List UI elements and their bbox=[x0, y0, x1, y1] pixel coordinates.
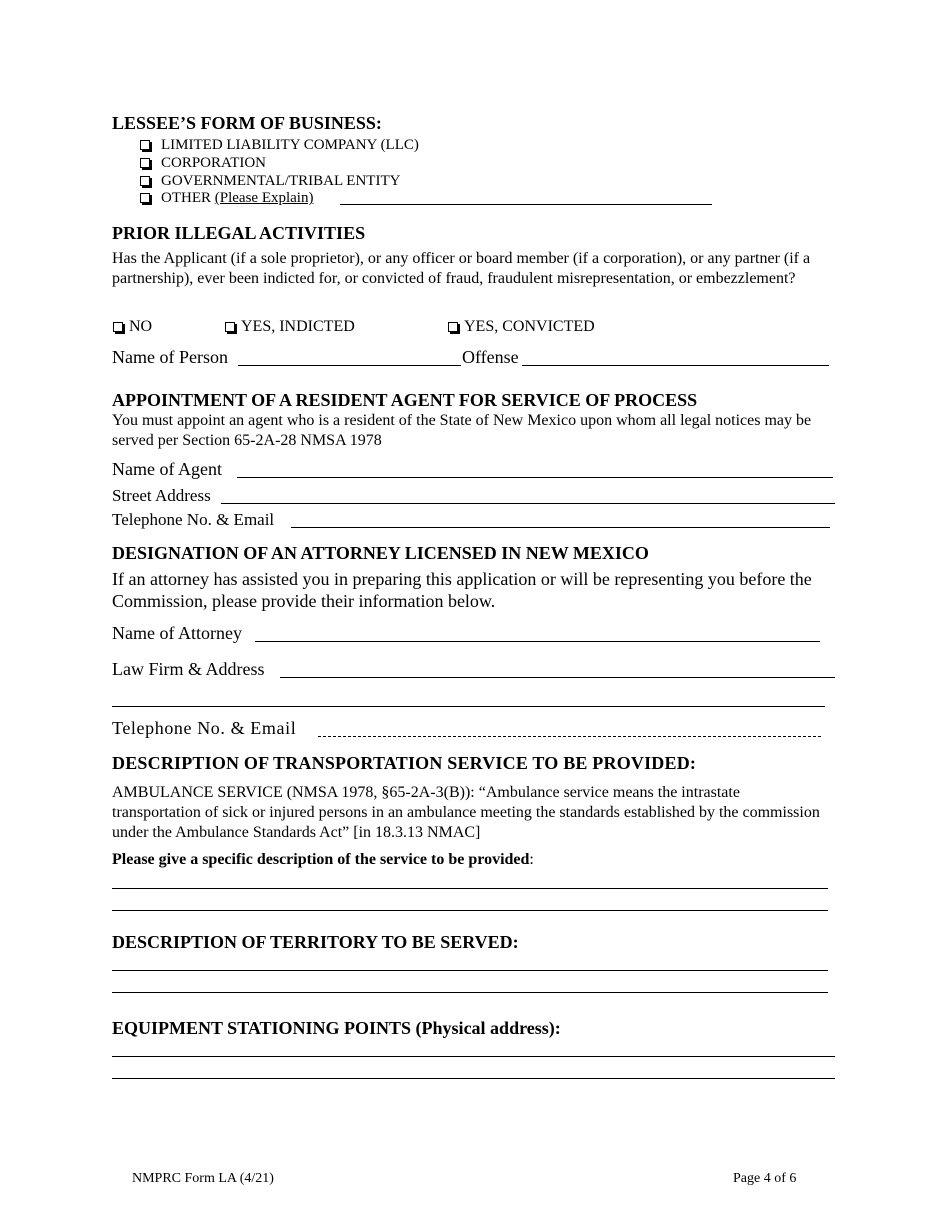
checkbox-icon[interactable] bbox=[140, 158, 150, 168]
equipment-line-2[interactable] bbox=[112, 1078, 835, 1079]
checkbox-icon[interactable] bbox=[140, 140, 150, 150]
attorney-name-field[interactable] bbox=[255, 641, 820, 642]
territory-line-2[interactable] bbox=[112, 992, 828, 993]
attorney-firm-field[interactable] bbox=[280, 677, 835, 678]
equipment-line-1[interactable] bbox=[112, 1056, 835, 1057]
footer-form-id: NMPRC Form LA (4/21) bbox=[132, 1171, 274, 1186]
agent-name-label: Name of Agent bbox=[112, 459, 222, 479]
prior-option-convicted[interactable]: YES, CONVICTED bbox=[448, 318, 595, 336]
attorney-phone-field[interactable] bbox=[318, 736, 821, 737]
attorney-name-label: Name of Attorney bbox=[112, 623, 242, 643]
checkbox-icon[interactable] bbox=[113, 322, 123, 332]
person-name-label: Name of Person bbox=[112, 347, 228, 367]
agent-heading: APPOINTMENT OF A RESIDENT AGENT FOR SERVICE OF PROCESS bbox=[112, 390, 698, 410]
service-description-line-2[interactable] bbox=[112, 910, 828, 911]
equipment-heading: EQUIPMENT STATIONING POINTS (Physical address): bbox=[112, 1018, 561, 1038]
transport-prompt: Please give a specific description of the service to be provided: bbox=[112, 851, 534, 868]
agent-text: You must appoint an agent who is a resident of the State of New Mexico upon whom all legal notices may be served per Section 65-2A-28 NMSA 1978 bbox=[112, 412, 812, 449]
checkbox-icon[interactable] bbox=[448, 322, 458, 332]
checkbox-icon[interactable] bbox=[140, 193, 150, 203]
prior-question: Has the Applicant (if a sole proprietor), or any officer or board member (if a corporation), or any partner (if a partnership), ever been indicted for, or convicted of fraud, fraudulent misrepresentation, or embezzlement? bbox=[112, 250, 811, 287]
checkbox-icon[interactable] bbox=[225, 322, 235, 332]
business-heading: LESSEE’S FORM OF BUSINESS: bbox=[112, 113, 382, 133]
transport-heading: DESCRIPTION OF TRANSPORTATION SERVICE TO BE PROVIDED: bbox=[112, 753, 697, 773]
attorney-phone-label: Telephone No. & Email bbox=[112, 718, 297, 738]
attorney-firm-field-line2[interactable] bbox=[112, 706, 825, 707]
checkbox-icon[interactable] bbox=[140, 176, 150, 186]
prior-heading: PRIOR ILLEGAL ACTIVITIES bbox=[112, 223, 366, 243]
transport-text: AMBULANCE SERVICE (NMSA 1978, §65-2A-3(B)): “Ambulance service means the intrastate transportation of sick or injured persons in an ambulance meeting the standards established by the commission under the Ambulance Standards Act” [in 18.3.13 NMAC] bbox=[112, 784, 820, 841]
territory-line-1[interactable] bbox=[112, 970, 828, 971]
other-explain-line[interactable] bbox=[340, 204, 712, 205]
other-explain-label: (Please Explain) bbox=[214, 190, 314, 206]
territory-heading: DESCRIPTION OF TERRITORY TO BE SERVED: bbox=[112, 932, 519, 952]
business-option-corporation[interactable]: CORPORATION bbox=[140, 155, 266, 172]
offense-field[interactable] bbox=[522, 365, 829, 366]
agent-street-field[interactable] bbox=[221, 503, 835, 504]
business-option-governmental[interactable]: GOVERNMENTAL/TRIBAL ENTITY bbox=[140, 173, 400, 190]
prior-option-indicted[interactable]: YES, INDICTED bbox=[225, 318, 355, 336]
agent-phone-field[interactable] bbox=[291, 527, 830, 528]
business-option-llc[interactable]: LIMITED LIABILITY COMPANY (LLC) bbox=[140, 137, 419, 154]
prior-option-no[interactable]: NO bbox=[113, 318, 152, 336]
attorney-firm-label: Law Firm & Address bbox=[112, 659, 265, 679]
service-description-line-1[interactable] bbox=[112, 888, 828, 889]
offense-label: Offense bbox=[462, 347, 519, 367]
agent-phone-label: Telephone No. & Email bbox=[112, 510, 275, 529]
agent-street-label: Street Address bbox=[112, 486, 211, 505]
agent-name-field[interactable] bbox=[237, 477, 833, 478]
attorney-text: If an attorney has assisted you in preparing this application or will be representing you before the Commission, please provide their information below. bbox=[112, 569, 812, 611]
business-option-other[interactable]: OTHER (Please Explain) bbox=[140, 190, 313, 207]
person-name-field[interactable] bbox=[238, 365, 461, 366]
footer-page-number: Page 4 of 6 bbox=[733, 1171, 797, 1186]
attorney-heading: DESIGNATION OF AN ATTORNEY LICENSED IN NEW MEXICO bbox=[112, 543, 649, 563]
